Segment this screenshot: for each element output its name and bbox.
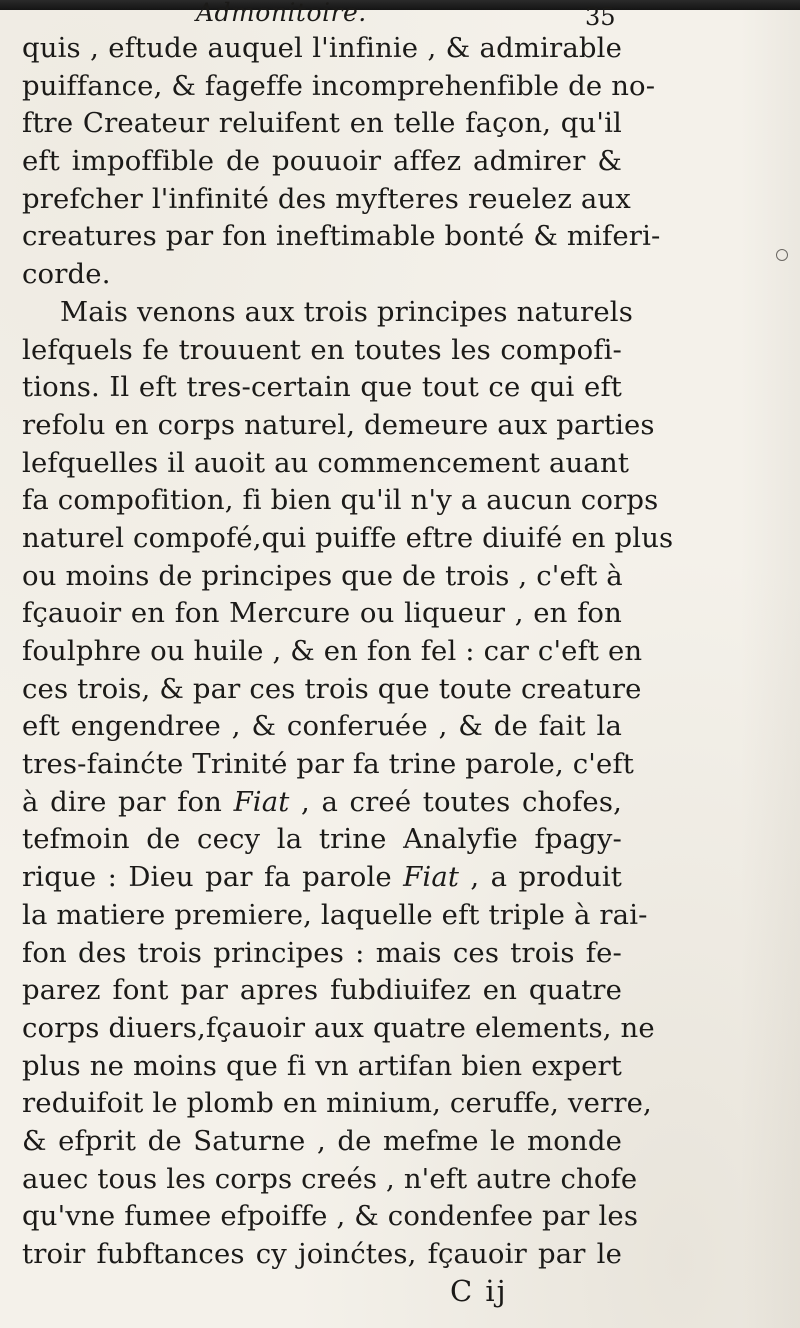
margin-circle-mark bbox=[776, 249, 788, 261]
text-line: creatures par fon ineftimable bonté & miferi- bbox=[22, 220, 661, 253]
text-line: à dire par fon Fiat , a creé toutes chofes, bbox=[22, 785, 622, 818]
running-head: Admonitoire. bbox=[196, 0, 367, 27]
text-line: & efprit de Saturne , de mefme le monde bbox=[22, 1124, 622, 1157]
text-line: foulphre ou huile , & en fon fel : car c'eft en bbox=[22, 635, 643, 667]
text-line: qu'vne fumee efpoiffe , & condenfee par les bbox=[22, 1200, 639, 1233]
text-line: ou moins de principes que de trois , c'eft à bbox=[22, 559, 623, 592]
italic-word: Fiat bbox=[233, 785, 290, 818]
text-line: eft impoffible de pouuoir affez admirer & bbox=[22, 145, 622, 178]
text-line: fon des trois principes : mais ces trois fe- bbox=[22, 936, 622, 969]
text-line: plus ne moins que fi vn artifan bien expert bbox=[22, 1049, 622, 1082]
text-line: ftre Createur reluifent en telle façon, qu'il bbox=[22, 107, 622, 140]
paragraph-start-line: Mais venons aux trois principes naturels bbox=[60, 295, 633, 328]
text-line: rique : Dieu par fa parole Fiat , a produit bbox=[22, 861, 622, 894]
text-line: fçauoir en fon Mercure ou liqueur , en fon bbox=[22, 597, 622, 630]
text-line: quis , eftude auquel l'infinie , & admirable bbox=[22, 32, 622, 64]
text-line: parez font par apres fubdiuifez en quatre bbox=[22, 974, 622, 1007]
text-line: troir fubftances cy joinćtes, fçauoir par le bbox=[22, 1238, 622, 1270]
page-top-edge bbox=[0, 0, 800, 10]
text-line: eft engendree , & conferuée , & de fait la bbox=[22, 710, 622, 743]
body-text bbox=[22, 30, 674, 1274]
text-line: puiffance, & fageffe incomprehenfible de no- bbox=[22, 69, 656, 102]
text-line: tefmoin de cecy la trine Analyfie fpagy- bbox=[22, 823, 622, 856]
text-line: fa compofition, fi bien qu'il n'y a aucun corps bbox=[22, 484, 659, 517]
text-line: ces trois, & par ces trois que toute creature bbox=[22, 672, 642, 705]
text-line: refolu en corps naturel, demeure aux parties bbox=[22, 408, 655, 441]
text-line: naturel compofé,qui puiffe eftre diuifé en plus bbox=[22, 521, 674, 554]
text-line: tres-fainćte Trinité par fa trine parole, c'eft bbox=[22, 748, 634, 781]
text-line: lefquelles il auoit au commencement auant bbox=[22, 446, 630, 479]
text-line: corps diuers,fçauoir aux quatre elements, ne bbox=[22, 1011, 655, 1044]
page-edge-shade bbox=[740, 10, 800, 1328]
text-line: auec tous les corps creés , n'eft autre chofe bbox=[22, 1162, 638, 1195]
text-line: la matiere premiere, laquelle eft triple à rai- bbox=[22, 898, 648, 931]
italic-word: Fiat bbox=[403, 861, 460, 894]
text-line: reduifoit le plomb en minium, ceruffe, verre, bbox=[22, 1087, 652, 1120]
text-line: tions. Il eft tres-certain que tout ce qui eft bbox=[22, 371, 622, 404]
signature-mark: C ij bbox=[450, 1274, 508, 1308]
text-line: corde. bbox=[22, 258, 111, 291]
text-line: lefquels fe trouuent en toutes les compofi- bbox=[22, 333, 622, 366]
page-number: 35 bbox=[585, 3, 616, 31]
text-line: prefcher l'infinité des myfteres reuelez aux bbox=[22, 182, 631, 215]
